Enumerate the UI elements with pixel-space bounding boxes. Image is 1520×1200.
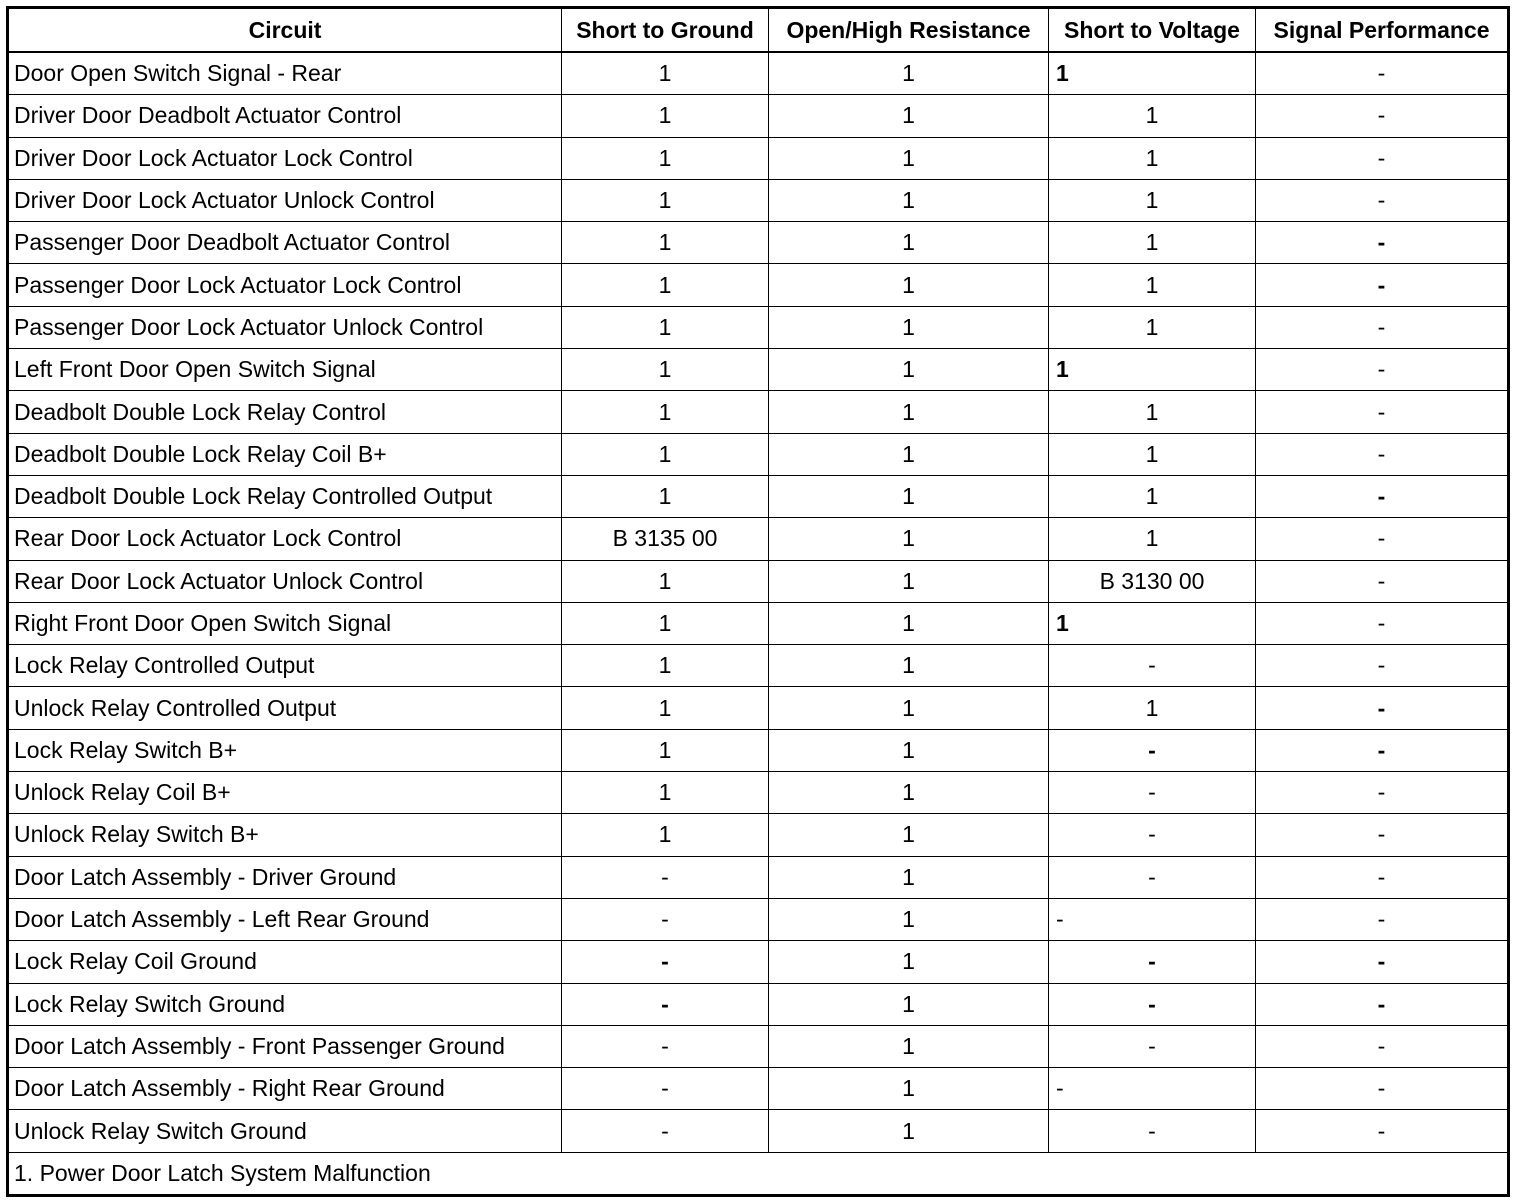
column-header-open-high-resistance: Open/High Resistance xyxy=(769,8,1049,53)
open-high-resistance-cell: 1 xyxy=(769,306,1049,348)
table-row xyxy=(8,560,1509,602)
open-high-resistance-cell: 1 xyxy=(769,772,1049,814)
short-to-voltage-cell: - xyxy=(1049,983,1256,1025)
short-to-voltage-cell: - xyxy=(1049,856,1256,898)
short-to-ground-cell: 1 xyxy=(562,349,769,391)
table-row xyxy=(8,898,1509,940)
circuit-name-cell: Door Open Switch Signal - Rear xyxy=(8,52,562,95)
circuit-name-cell: Unlock Relay Switch Ground xyxy=(8,1110,562,1152)
open-high-resistance-cell: 1 xyxy=(769,729,1049,771)
signal-performance-cell: - xyxy=(1256,306,1509,348)
short-to-ground-cell: - xyxy=(562,983,769,1025)
open-high-resistance-cell: 1 xyxy=(769,1025,1049,1067)
table-row xyxy=(8,602,1509,644)
signal-performance-cell: - xyxy=(1256,518,1509,560)
table-row xyxy=(8,1110,1509,1152)
signal-performance-cell: - xyxy=(1256,264,1509,306)
short-to-voltage-cell: 1 xyxy=(1049,687,1256,729)
signal-performance-cell: - xyxy=(1256,1025,1509,1067)
circuit-name-cell: Door Latch Assembly - Left Rear Ground xyxy=(8,898,562,940)
short-to-voltage-cell: - xyxy=(1049,1110,1256,1152)
table-row xyxy=(8,1068,1509,1110)
open-high-resistance-cell: 1 xyxy=(769,941,1049,983)
signal-performance-cell: - xyxy=(1256,560,1509,602)
open-high-resistance-cell: 1 xyxy=(769,560,1049,602)
short-to-voltage-cell: 1 xyxy=(1049,222,1256,264)
short-to-ground-cell: 1 xyxy=(562,264,769,306)
signal-performance-cell: - xyxy=(1256,983,1509,1025)
open-high-resistance-cell: 1 xyxy=(769,645,1049,687)
short-to-ground-cell: 1 xyxy=(562,729,769,771)
signal-performance-cell: - xyxy=(1256,602,1509,644)
short-to-ground-cell: 1 xyxy=(562,306,769,348)
short-to-ground-cell: 1 xyxy=(562,137,769,179)
circuit-name-cell: Passenger Door Deadbolt Actuator Control xyxy=(8,222,562,264)
table-header xyxy=(8,8,1509,53)
short-to-voltage-cell: B 3130 00 xyxy=(1049,560,1256,602)
circuit-name-cell: Door Latch Assembly - Driver Ground xyxy=(8,856,562,898)
short-to-ground-cell: 1 xyxy=(562,391,769,433)
open-high-resistance-cell: 1 xyxy=(769,475,1049,517)
circuit-name-cell: Door Latch Assembly - Right Rear Ground xyxy=(8,1068,562,1110)
column-header-signal-performance: Signal Performance xyxy=(1256,8,1509,53)
signal-performance-cell: - xyxy=(1256,179,1509,221)
circuit-name-cell: Unlock Relay Controlled Output xyxy=(8,687,562,729)
signal-performance-cell: - xyxy=(1256,645,1509,687)
table-row xyxy=(8,222,1509,264)
circuit-name-cell: Deadbolt Double Lock Relay Coil B+ xyxy=(8,433,562,475)
short-to-voltage-cell: 1 xyxy=(1049,602,1256,644)
short-to-ground-cell: 1 xyxy=(562,52,769,95)
table-row xyxy=(8,95,1509,137)
short-to-voltage-cell: 1 xyxy=(1049,306,1256,348)
open-high-resistance-cell: 1 xyxy=(769,1110,1049,1152)
open-high-resistance-cell: 1 xyxy=(769,687,1049,729)
short-to-ground-cell: - xyxy=(562,1110,769,1152)
short-to-ground-cell: - xyxy=(562,1068,769,1110)
short-to-voltage-cell: - xyxy=(1049,729,1256,771)
table-row xyxy=(8,349,1509,391)
short-to-ground-cell: 1 xyxy=(562,687,769,729)
signal-performance-cell: - xyxy=(1256,475,1509,517)
table-row xyxy=(8,814,1509,856)
table-row xyxy=(8,1025,1509,1067)
short-to-voltage-cell: 1 xyxy=(1049,137,1256,179)
short-to-ground-cell: 1 xyxy=(562,645,769,687)
table-row xyxy=(8,856,1509,898)
signal-performance-cell: - xyxy=(1256,814,1509,856)
circuit-dtc-table xyxy=(6,6,1510,1197)
open-high-resistance-cell: 1 xyxy=(769,898,1049,940)
signal-performance-cell: - xyxy=(1256,898,1509,940)
short-to-voltage-cell: - xyxy=(1049,1068,1256,1110)
circuit-name-cell: Unlock Relay Switch B+ xyxy=(8,814,562,856)
short-to-ground-cell: 1 xyxy=(562,433,769,475)
short-to-ground-cell: 1 xyxy=(562,814,769,856)
short-to-voltage-cell: 1 xyxy=(1049,264,1256,306)
open-high-resistance-cell: 1 xyxy=(769,602,1049,644)
table-row xyxy=(8,518,1509,560)
signal-performance-cell: - xyxy=(1256,433,1509,475)
table-row xyxy=(8,772,1509,814)
circuit-name-cell: Rear Door Lock Actuator Lock Control xyxy=(8,518,562,560)
short-to-ground-cell: 1 xyxy=(562,602,769,644)
open-high-resistance-cell: 1 xyxy=(769,179,1049,221)
circuit-name-cell: Driver Door Lock Actuator Lock Control xyxy=(8,137,562,179)
short-to-voltage-cell: 1 xyxy=(1049,52,1256,95)
signal-performance-cell: - xyxy=(1256,687,1509,729)
short-to-ground-cell: - xyxy=(562,1025,769,1067)
open-high-resistance-cell: 1 xyxy=(769,518,1049,560)
circuit-name-cell: Lock Relay Controlled Output xyxy=(8,645,562,687)
circuit-name-cell: Left Front Door Open Switch Signal xyxy=(8,349,562,391)
circuit-dtc-table-container xyxy=(6,6,1507,1197)
short-to-voltage-cell: 1 xyxy=(1049,349,1256,391)
table-row xyxy=(8,137,1509,179)
table-row xyxy=(8,179,1509,221)
footnote-row xyxy=(8,1152,1509,1195)
short-to-voltage-cell: - xyxy=(1049,898,1256,940)
circuit-name-cell: Passenger Door Lock Actuator Lock Control xyxy=(8,264,562,306)
short-to-ground-cell: - xyxy=(562,856,769,898)
table-row xyxy=(8,391,1509,433)
open-high-resistance-cell: 1 xyxy=(769,137,1049,179)
column-header-short-to-ground: Short to Ground xyxy=(562,8,769,53)
signal-performance-cell: - xyxy=(1256,52,1509,95)
short-to-voltage-cell: - xyxy=(1049,645,1256,687)
circuit-name-cell: Passenger Door Lock Actuator Unlock Control xyxy=(8,306,562,348)
signal-performance-cell: - xyxy=(1256,1068,1509,1110)
table-row xyxy=(8,983,1509,1025)
table-row xyxy=(8,941,1509,983)
open-high-resistance-cell: 1 xyxy=(769,983,1049,1025)
signal-performance-cell: - xyxy=(1256,1110,1509,1152)
open-high-resistance-cell: 1 xyxy=(769,349,1049,391)
short-to-voltage-cell: - xyxy=(1049,941,1256,983)
signal-performance-cell: - xyxy=(1256,222,1509,264)
table-row xyxy=(8,52,1509,95)
short-to-voltage-cell: 1 xyxy=(1049,433,1256,475)
circuit-name-cell: Rear Door Lock Actuator Unlock Control xyxy=(8,560,562,602)
circuit-name-cell: Lock Relay Coil Ground xyxy=(8,941,562,983)
signal-performance-cell: - xyxy=(1256,95,1509,137)
short-to-ground-cell: 1 xyxy=(562,179,769,221)
signal-performance-cell: - xyxy=(1256,856,1509,898)
short-to-ground-cell: B 3135 00 xyxy=(562,518,769,560)
circuit-name-cell: Deadbolt Double Lock Relay Controlled Output xyxy=(8,475,562,517)
table-row xyxy=(8,475,1509,517)
short-to-ground-cell: - xyxy=(562,941,769,983)
short-to-voltage-cell: 1 xyxy=(1049,475,1256,517)
table-row xyxy=(8,433,1509,475)
open-high-resistance-cell: 1 xyxy=(769,52,1049,95)
open-high-resistance-cell: 1 xyxy=(769,264,1049,306)
signal-performance-cell: - xyxy=(1256,772,1509,814)
table-row xyxy=(8,645,1509,687)
table-row xyxy=(8,729,1509,771)
circuit-name-cell: Right Front Door Open Switch Signal xyxy=(8,602,562,644)
open-high-resistance-cell: 1 xyxy=(769,1068,1049,1110)
column-header-circuit: Circuit xyxy=(8,8,562,53)
short-to-voltage-cell: - xyxy=(1049,1025,1256,1067)
header-row xyxy=(8,8,1509,53)
signal-performance-cell: - xyxy=(1256,391,1509,433)
table-row xyxy=(8,687,1509,729)
short-to-voltage-cell: 1 xyxy=(1049,518,1256,560)
circuit-name-cell: Driver Door Deadbolt Actuator Control xyxy=(8,95,562,137)
open-high-resistance-cell: 1 xyxy=(769,95,1049,137)
circuit-name-cell: Door Latch Assembly - Front Passenger Ground xyxy=(8,1025,562,1067)
signal-performance-cell: - xyxy=(1256,137,1509,179)
circuit-name-cell: Deadbolt Double Lock Relay Control xyxy=(8,391,562,433)
column-header-short-to-voltage: Short to Voltage xyxy=(1049,8,1256,53)
signal-performance-cell: - xyxy=(1256,349,1509,391)
circuit-name-cell: Driver Door Lock Actuator Unlock Control xyxy=(8,179,562,221)
short-to-ground-cell: 1 xyxy=(562,95,769,137)
signal-performance-cell: - xyxy=(1256,729,1509,771)
table-row xyxy=(8,306,1509,348)
circuit-name-cell: Unlock Relay Coil B+ xyxy=(8,772,562,814)
short-to-ground-cell: - xyxy=(562,898,769,940)
circuit-name-cell: Lock Relay Switch Ground xyxy=(8,983,562,1025)
short-to-voltage-cell: 1 xyxy=(1049,391,1256,433)
short-to-voltage-cell: - xyxy=(1049,814,1256,856)
footnote-text: 1. Power Door Latch System Malfunction xyxy=(8,1152,1509,1195)
short-to-voltage-cell: 1 xyxy=(1049,179,1256,221)
short-to-ground-cell: 1 xyxy=(562,560,769,602)
signal-performance-cell: - xyxy=(1256,941,1509,983)
short-to-ground-cell: 1 xyxy=(562,222,769,264)
short-to-voltage-cell: - xyxy=(1049,772,1256,814)
open-high-resistance-cell: 1 xyxy=(769,391,1049,433)
table-row xyxy=(8,264,1509,306)
open-high-resistance-cell: 1 xyxy=(769,814,1049,856)
open-high-resistance-cell: 1 xyxy=(769,433,1049,475)
table-body xyxy=(8,52,1509,1196)
open-high-resistance-cell: 1 xyxy=(769,222,1049,264)
short-to-ground-cell: 1 xyxy=(562,772,769,814)
circuit-name-cell: Lock Relay Switch B+ xyxy=(8,729,562,771)
short-to-voltage-cell: 1 xyxy=(1049,95,1256,137)
open-high-resistance-cell: 1 xyxy=(769,856,1049,898)
short-to-ground-cell: 1 xyxy=(562,475,769,517)
